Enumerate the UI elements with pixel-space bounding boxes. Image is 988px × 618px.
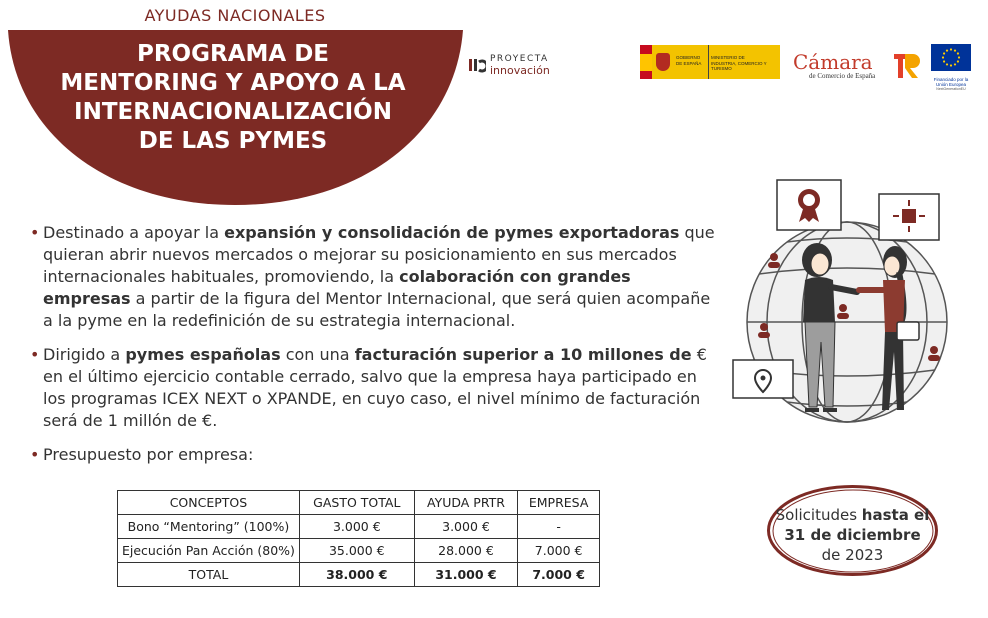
bullet-icon: • (30, 445, 40, 464)
location-pin-icon (733, 360, 793, 398)
proyecta-logo-line1: PROYECTA (490, 54, 549, 64)
eu-star-icon (950, 64, 952, 66)
gobierno-espana-logo (640, 45, 780, 79)
eu-star-icon (943, 60, 945, 62)
page-title (18, 40, 448, 156)
bullet-icon: • (30, 223, 40, 242)
column-header: CONCEPTOS (118, 491, 300, 515)
two-women-handshake-globe-illustration (717, 172, 972, 430)
bullet-icon: • (30, 345, 40, 364)
table-cell: 28.000 € (414, 539, 518, 563)
table-cell: 31.000 € (414, 563, 518, 587)
eu-star-icon (946, 49, 948, 51)
title-line: DE LAS PYMES (138, 128, 328, 154)
proyecta-logo-line2: innovación (490, 64, 550, 77)
bullet-text: que quieran abrir nuevos mercados o mejorar su posicionamiento en sus mercados internacionales habituales, promoviendo, la (43, 223, 715, 286)
title-line: MENTORING Y APOYO A LA (60, 70, 406, 96)
eu-star-icon (954, 49, 956, 51)
column-header: AYUDA PRTR (414, 491, 518, 515)
table-header-row (118, 491, 600, 515)
bullet-text: Dirigido a (43, 345, 126, 364)
table-cell: 7.000 € (518, 539, 600, 563)
bullet-emphasis: colaboración con grandes empresas (43, 267, 631, 308)
eu-star-icon (958, 56, 960, 58)
award-ribbon-icon (777, 180, 841, 230)
coat-of-arms-icon (652, 45, 674, 79)
bullet-emphasis: pymes españolas (125, 345, 281, 364)
eu-nextgen-text: NextGenerationEU (936, 87, 966, 91)
gobierno-text: GOBIERNO DE ESPAÑA (674, 45, 709, 79)
bullet-text: con una (280, 345, 355, 364)
list-item (30, 444, 715, 466)
table-cell: Ejecución Pan Acción (80%) (118, 539, 300, 563)
eu-star-icon (950, 48, 952, 50)
plan-recuperacion-logo-icon (892, 51, 922, 81)
list-item (30, 222, 715, 332)
bullet-text: Presupuesto por empresa: (43, 445, 254, 464)
deadline-text (765, 505, 940, 565)
application-deadline-badge (765, 483, 940, 578)
bullet-emphasis: expansión y consolidación de pymes exportadoras (224, 223, 680, 242)
camara-subtitle: de Comercio de España (809, 72, 876, 80)
eu-funding-text: Financiado por la Unión Europea (933, 77, 969, 87)
table-row (118, 539, 600, 563)
table-cell: 35.000 € (299, 539, 414, 563)
camara-comercio-logo (793, 50, 887, 84)
eu-star-icon (957, 52, 959, 54)
eu-flag-icon (931, 44, 971, 71)
column-header: GASTO TOTAL (299, 491, 414, 515)
budget-table (117, 490, 600, 587)
section-kicker: AYUDAS NACIONALES (144, 6, 326, 25)
table-cell: Bono “Mentoring” (100%) (118, 515, 300, 539)
bullet-emphasis: facturación superior a 10 millones de (354, 345, 692, 364)
bullet-text: Destinado a apoyar la (43, 223, 225, 242)
proyecta-mark-icon (468, 56, 486, 74)
deadline-prefix: Solicitudes (775, 506, 862, 524)
column-header: EMPRESA (518, 491, 600, 515)
eu-star-icon (957, 60, 959, 62)
ministerio-text: MINISTERIO DE INDUSTRIA, COMERCIO Y TURISMO (711, 55, 767, 71)
list-item (30, 344, 715, 432)
table-cell: 3.000 € (299, 515, 414, 539)
package-arrows-icon (879, 194, 939, 240)
table-cell: 38.000 € (299, 563, 414, 587)
bullet-text: a partir de la figura del Mentor Internacional, que será quien acompañe a la pyme en la redefinición de su estrategia internacional. (43, 289, 711, 330)
table-row (118, 515, 600, 539)
program-details-list (30, 222, 715, 478)
eu-star-icon (946, 63, 948, 65)
camara-name: Cámara (793, 50, 873, 74)
eu-star-icon (942, 56, 944, 58)
eu-funding-logo (931, 44, 971, 91)
deadline-emphasis: hasta el (861, 506, 930, 524)
eu-star-icon (954, 63, 956, 65)
table-cell: TOTAL (118, 563, 300, 587)
spain-flag-icon (640, 45, 652, 79)
table-cell: 7.000 € (518, 563, 600, 587)
bullet-text: € en el último ejercicio contable cerrado, salvo que la empresa haya participado en los programas ICEX NEXT o XPANDE, en cuyo caso, el nivel mínimo de facturación será de 1 millón de €. (43, 345, 707, 430)
table-total-row (118, 563, 600, 587)
title-line: PROGRAMA DE (136, 41, 329, 67)
title-line: INTERNACIONALIZACIÓN (74, 99, 392, 125)
deadline-date: 31 de diciembre (784, 526, 921, 544)
eu-star-icon (943, 52, 945, 54)
deadline-year: de 2023 (821, 546, 884, 564)
table-cell: - (518, 515, 600, 539)
table-cell: 3.000 € (414, 515, 518, 539)
